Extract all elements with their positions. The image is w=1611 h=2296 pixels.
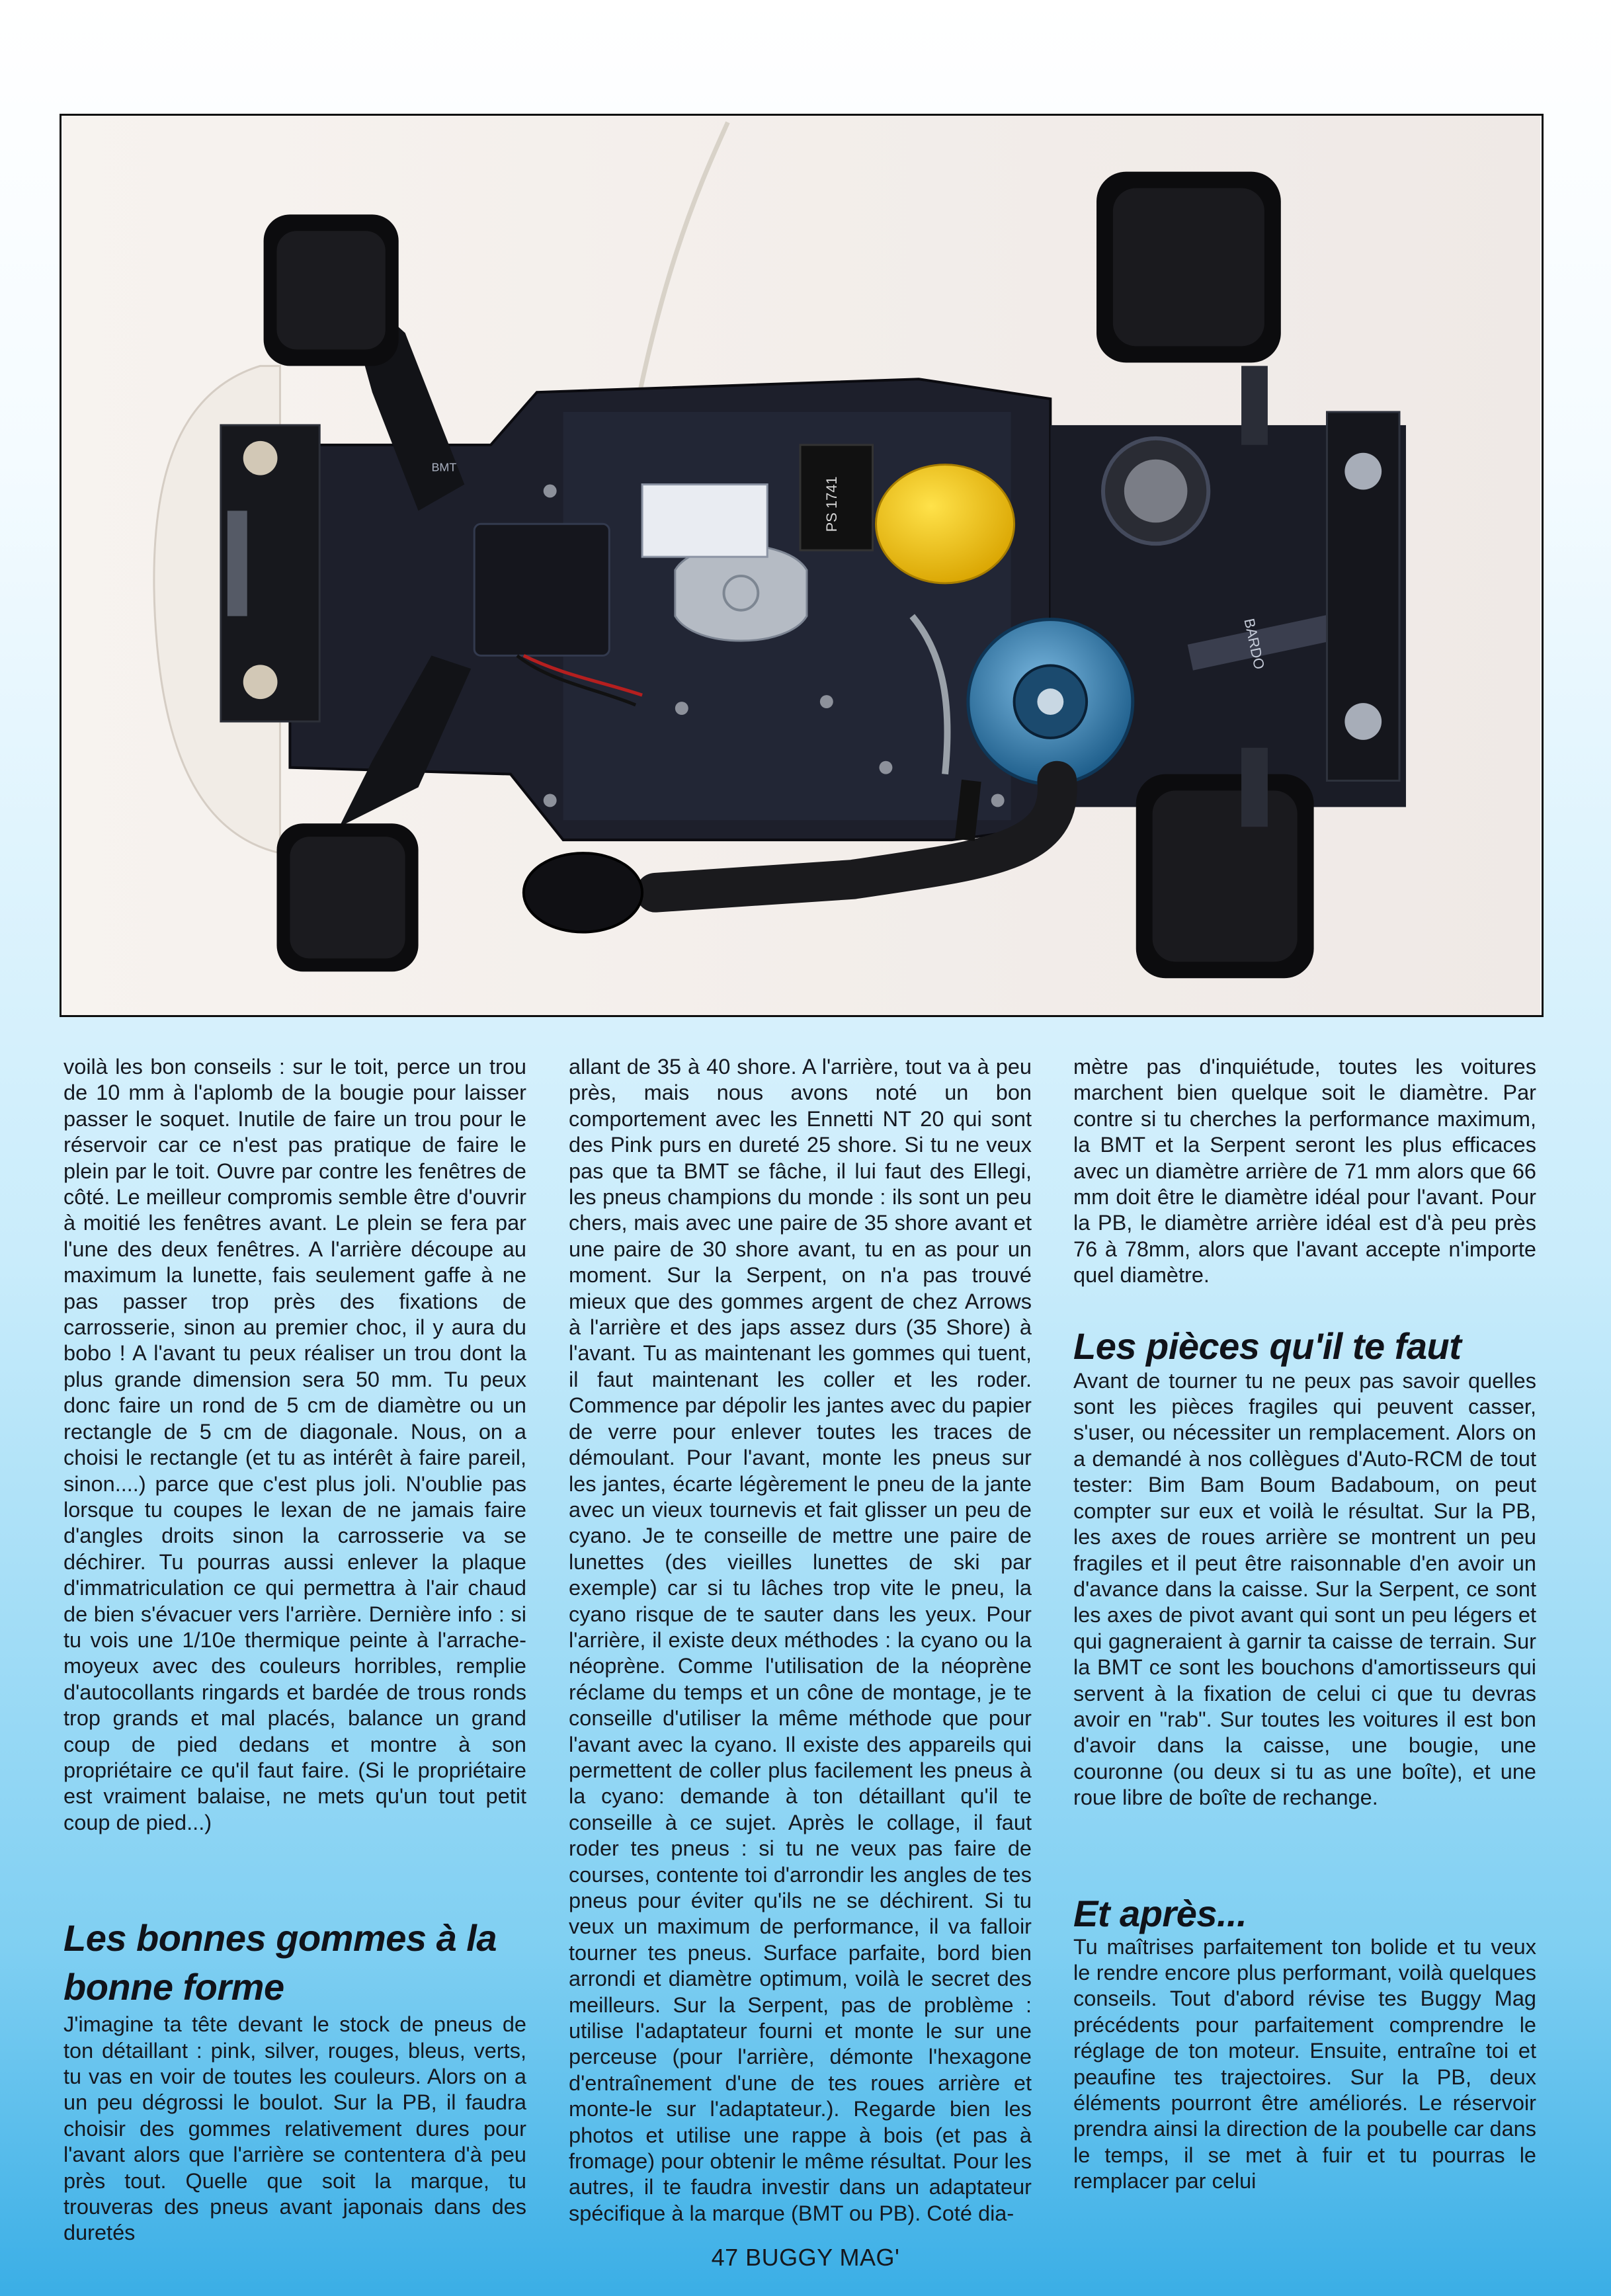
rc-car-chassis-illustration — [62, 116, 1542, 1015]
heading-pieces: Les pièces qu'il te faut — [1073, 1325, 1462, 1367]
page-footer: 47 BUGGY MAG' — [711, 2244, 900, 2271]
col1-paragraph-2: J'imagine ta tête devant le stock de pneus de ton détaillant : pink, silver, rouges, bleus, verts, tu vas en voir de toutes les couleurs. Alors on a un peu dégrossi le boulot. Sur la PB, il faudra choisir des gommes relativement dures pour l'avant alors que l'arrière se contentera d'à peu près tout. Quelle que soit la marque, tu trouveras des pneus avant japonais dans des duretés — [63, 2012, 526, 2245]
col3-paragraph-2: Avant de tourner tu ne peux pas savoir quelles sont les pièces fragiles qui peuvent casser, s'user, ou nécessiter un remplacement. Alors on a demandé à nos collègues d'Auto-RCM de tout tester: Bim Bam Boum Badaboum, on peut compter sur eux et voilà le résultat. Sur la PB, les axes de roues arrière se montrent un peu fragiles et il peut être raisonnable d'en avoir un d'avance dans la caisse. Sur la Serpent, ce sont les axes de pivot avant qui sont un peu légers et qui gagneraient à garnir ta caisse de terrain. Sur la BMT ce sont les bouchons d'amortisseurs qui servent à la fixation de celui ci que tu devras avoir en "rab". Sur toutes les voitures il est bon d'avoir dans la caisse, une bougie, une couronne (ou deux si tu as une boîte), et une roue libre de boîte de rechange. — [1073, 1368, 1536, 1810]
chassis-photo — [60, 114, 1544, 1017]
col1-paragraph-1: voilà les bon conseils : sur le toit, perce un trou de 10 mm à l'aplomb de la bougie pour laisser passer le soquet. Inutile de faire un trou pour le réservoir car ce n'est pas pratique de faire le plein par le toit. Ouvre par contre les fenêtres de côté. Le meilleur compromis semble être d'ouvrir à moitié les fenêtres avant. Le plein se fera par l'une des deux fenêtres. A l'arrière découpe au maximum la lunette, fais seulement gaffe à ne pas passer trop près des fixations de carrosserie, sinon au premier choc, il y aura du bobo ! A l'avant tu peux réaliser un trou dont la plus grande dimension sera 50 mm. Tu peux donc faire un rond de 5 cm de diamètre ou un rectangle de 5 cm de diagonale. Nous, on a choisi le rectangle (et tu as intérêt à faire pareil, sinon....) parce que c'est plus joli. N'oublie pas lorsque tu coupes le lexan de ne jamais faire d'angles droits sinon la carrosserie va se déchirer. Tu pourras aussi enlever la plaque d'immatriculation ce qui permettra à l'air chaud de bien s'évacuer vers l'arrière. Dernière info : si tu vois une 1/10e thermique peinte à l'arrache-moyeux avec des couleurs horribles, remplie d'autocollants ringards et bardée de trous ronds trop grands et mal placés, balance un grand coup de pied dedans et montre à son propriétaire ce qu'il faut faire. (Si le propriétaire est vraiment balaise, ne mets qu'un tout petit coup de pied...) — [63, 1055, 526, 1834]
heading-bonnes-gommes: Les bonnes gommes à la bonne forme — [63, 1917, 497, 2008]
col3-paragraph-3: Tu maîtrises parfaitement ton bolide et tu veux le rendre encore plus performant, voilà quelques conseils. Tout d'abord révise tes Buggy Mag précédents pour parfaitement comprendre le réglage de ton moteur. Ensuite, entraîne toi et peaufine tes trajectoires. Sur la PB, deux éléments pourront être améliorés. Le réservoir prendra ainsi la direction de la poubelle car dans le temps, il se met à fuir et tu pourras le remplacer par celui — [1073, 1934, 1536, 2194]
column-middle — [569, 1054, 1032, 2227]
decal-left: BMT — [431, 460, 457, 474]
column-left — [63, 1054, 526, 2246]
heading-et-apres: Et après... — [1073, 1892, 1247, 1934]
column-right — [1073, 1054, 1536, 2195]
decal-right: BARDO — [1241, 616, 1268, 671]
col2-paragraph-1: allant de 35 à 40 shore. A l'arrière, tout va à peu près, mais nous avons noté un bon comportement avec les Ennetti NT 20 qui sont des Pink purs en dureté 25 shore. Si tu ne veux pas que ta BMT se fâche, il lui faut des Ellegi, les pneus champions du monde : ils sont un peu chers, mais avec une paire de 35 shore avant et une paire de 30 shore avant, tu en as pour un moment. Sur la Serpent, on n'a pas trouvé mieux que des gommes argent de chez Arrows à l'arrière et des japs assez durs (35 Shore) à l'avant. Tu as maintenant les gommes qui tuent, il faut maintenant les coller et les roder. Commence par dépolir les jantes avec du papier de verre pour enlever toutes les traces de démoulant. Pour l'avant, monte les pneus sur les jantes, écarte légèrement le pneu de la jante avec un vieux tournevis et fait glisser un peu de cyano. Je te conseille de mettre une paire de lunettes (des vieilles lunettes de ski par exemple) car si tu lâches trop vite le pneu, la cyano risque de te sauter dans les yeux. Pour l'arrière, il existe deux méthodes : la cyano ou la néoprène. Comme l'utilisation de la néoprène réclame du temps et un cône de montage, je te conseille d'utiliser la même méthode que pour l'avant avec la cyano. Il existe des appareils qui permettent de coller plus facilement les pneus à la cyano: demande à ton détaillant qu'il te conseille à ce sujet. Après le collage, il faut roder tes pneus : si tu ne veux pas faire de courses, contente toi d'arrondir les angles de tes pneus pour éviter qu'ils ne se déchirent. Si tu veux un maximum de performance, il va falloir tourner tes pneus. Surface parfaite, bord bien arrondi et diamètre optimum, voilà le secret des meilleurs. Sur la Serpent, pas de problème : utilise l'adaptateur fourni et monte le sur une perceuse (pour l'arrière, démonte l'hexagone d'entraînement d'une de tes roues arrière et monte-le sur l'adaptateur.). Regarde bien les photos et utilise une rappe à bois (et pas à fromage) pour obtenir le même résultat. Pour les autres, il te faudra investir dans un adaptateur spécifique à la marque (BMT ou PB). Coté dia- — [569, 1055, 1032, 2225]
col3-paragraph-1: mètre pas d'inquiétude, toutes les voitures marchent bien quelque soit le diamètre. Par contre si tu cherches la performance maximum, la BMT et la Serpent seront les plus efficaces avec un diamètre arrière de 71 mm alors que 66 mm doit être le diamètre idéal pour l'avant. Pour la PB, le diamètre arrière idéal est d'à peu près 76 à 78mm, alors que l'avant accepte n'importe quel diamètre. — [1073, 1055, 1536, 1288]
servo-label: PS 1741 — [823, 476, 840, 532]
